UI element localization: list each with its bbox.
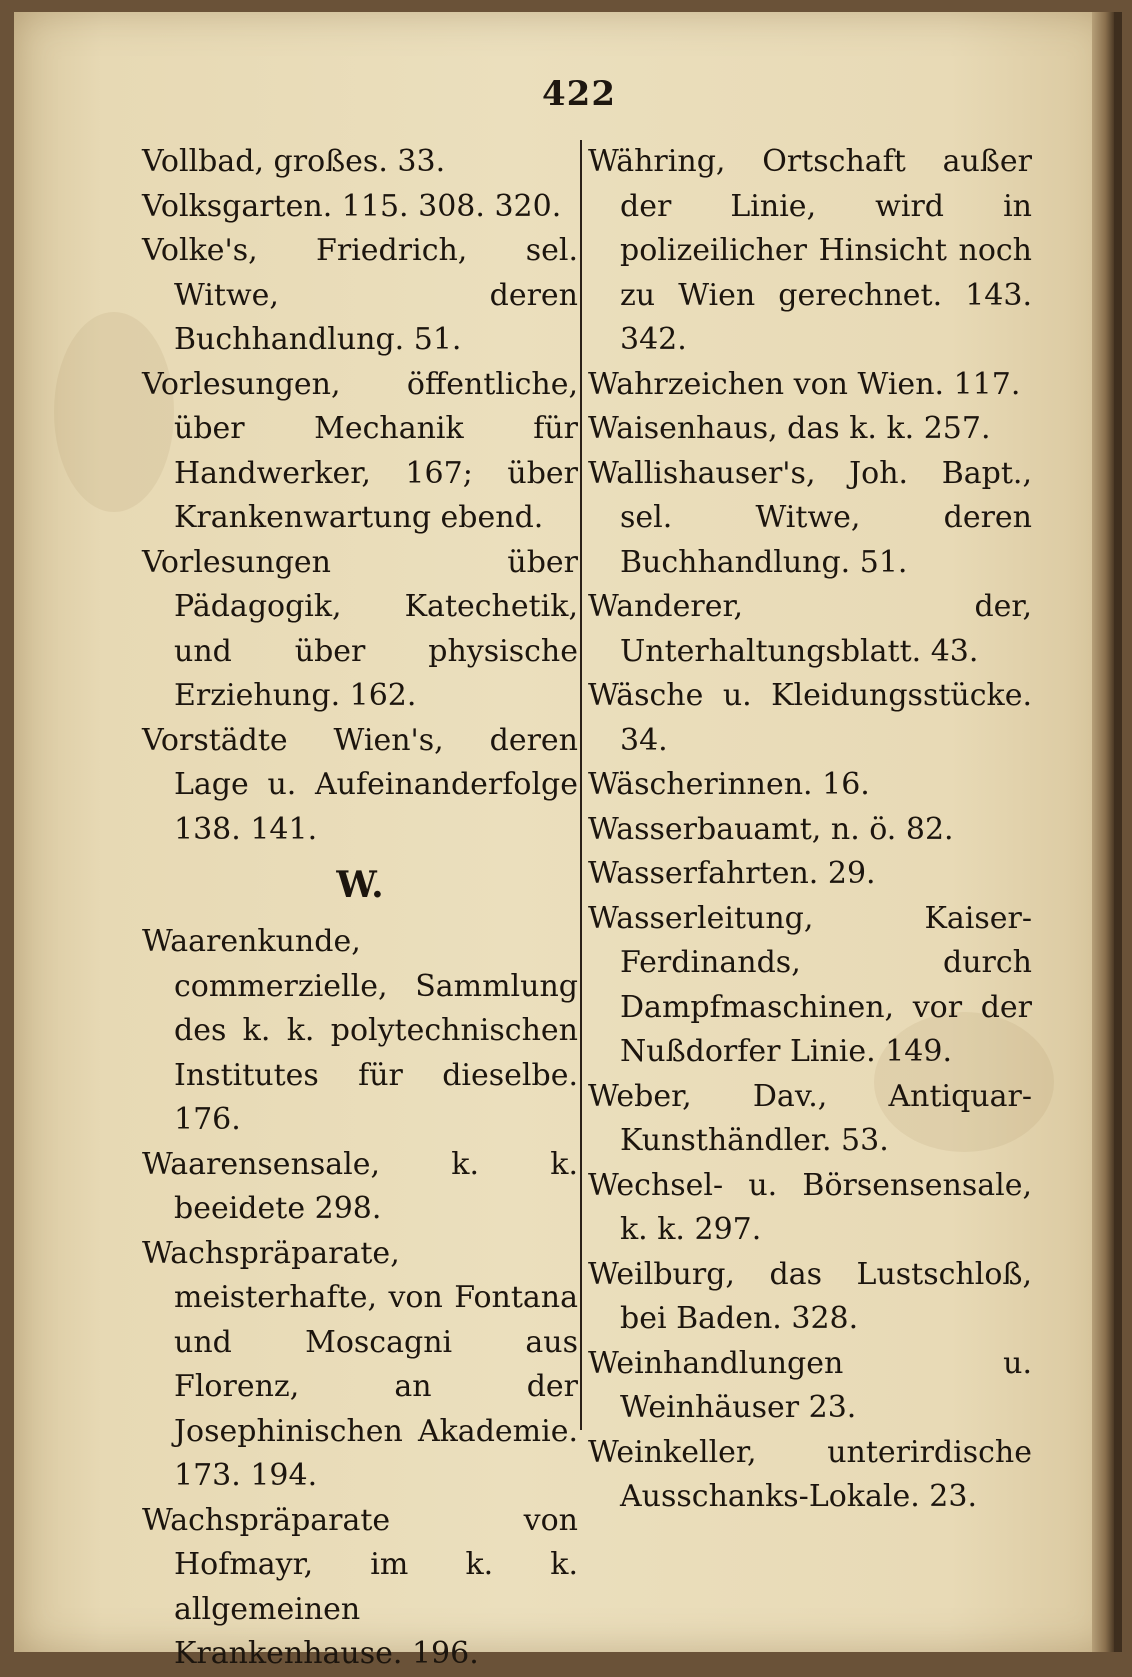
left-entries-before	[142, 140, 578, 852]
index-entry: Weilburg, das Lustschloß, bei Baden. 328.	[588, 1256, 1032, 1336]
index-entry: Vollbad, großes. 33.	[142, 144, 446, 179]
index-entry: Weber, Dav., Antiquar-Kunsthändler. 53.	[588, 1078, 1032, 1158]
left-entries-after	[142, 920, 578, 1677]
index-entry: Wahrzeichen von Wien. 117.	[588, 366, 1021, 402]
index-entry: Vorlesungen, öffentliche, über Mechanik für Handwerker, 167; über Krankenwartung ebend.	[142, 366, 578, 535]
index-entry: Wasserfahrten. 29.	[588, 856, 876, 891]
index-entry: Wäsche u. Kleidungsstücke. 34.	[588, 678, 1032, 758]
right-column	[588, 140, 1032, 1520]
index-entry: Währing, Ortschaft außer der Linie, wird in polizeilicher Hinsicht noch zu Wien gerechnet. 143. 342.	[588, 144, 1032, 357]
index-entry: Waisenhaus, das k. k. 257.	[588, 411, 991, 446]
index-entry: Volksgarten. 115. 308. 320.	[142, 188, 562, 224]
index-entry: Wasserleitung, Kaiser-Ferdinands, durch Dampfmaschinen, vor der Nußdorfer Linie. 149.	[588, 900, 1032, 1069]
index-entry: Weinkeller, unterirdische Ausschanks-Lokale. 23.	[588, 1434, 1032, 1514]
index-entry: Wachspräparate von Hofmayr, im k. k. allgemeinen Krankenhause. 196.	[142, 1502, 578, 1671]
index-entry: Volke's, Friedrich, sel. Witwe, deren Buchhandlung. 51.	[142, 233, 578, 357]
left-column	[142, 140, 578, 1677]
index-entry: Wechsel- u. Börsensensale, k. k. 297.	[588, 1167, 1032, 1247]
index-entry: Weinhandlungen u. Weinhäuser 23.	[588, 1345, 1032, 1425]
page-edge	[1092, 12, 1114, 1652]
section-heading: W.	[336, 864, 384, 906]
index-entry: Waarenkunde, commerzielle, Sammlung des k. k. polytechnischen Institutes für dieselbe. 176.	[142, 924, 578, 1137]
page-number: 422	[542, 74, 616, 114]
index-entry: Wäscherinnen. 16.	[588, 767, 870, 802]
index-entry: Wanderer, der, Unterhaltungsblatt. 43.	[588, 589, 1032, 669]
column-divider	[580, 140, 582, 1430]
index-entry: Wasserbauamt, n. ö. 82.	[588, 811, 954, 847]
book-page	[14, 12, 1122, 1671]
index-entry: Vorstädte Wien's, deren Lage u. Aufeinanderfolge 138. 141.	[142, 722, 578, 847]
index-entry: Waarensensale, k. k. beeidete 298.	[142, 1146, 578, 1226]
index-entry: Wallishauser's, Joh. Bapt., sel. Witwe, deren Buchhandlung. 51.	[588, 455, 1032, 580]
index-entry: Wachspräparate, meisterhafte, von Fontana und Moscagni aus Florenz, an der Josephinischen Akademie. 173. 194.	[142, 1235, 578, 1493]
index-entry: Vorlesungen über Pädagogik, Katechetik, und über physische Erziehung. 162.	[142, 544, 578, 713]
